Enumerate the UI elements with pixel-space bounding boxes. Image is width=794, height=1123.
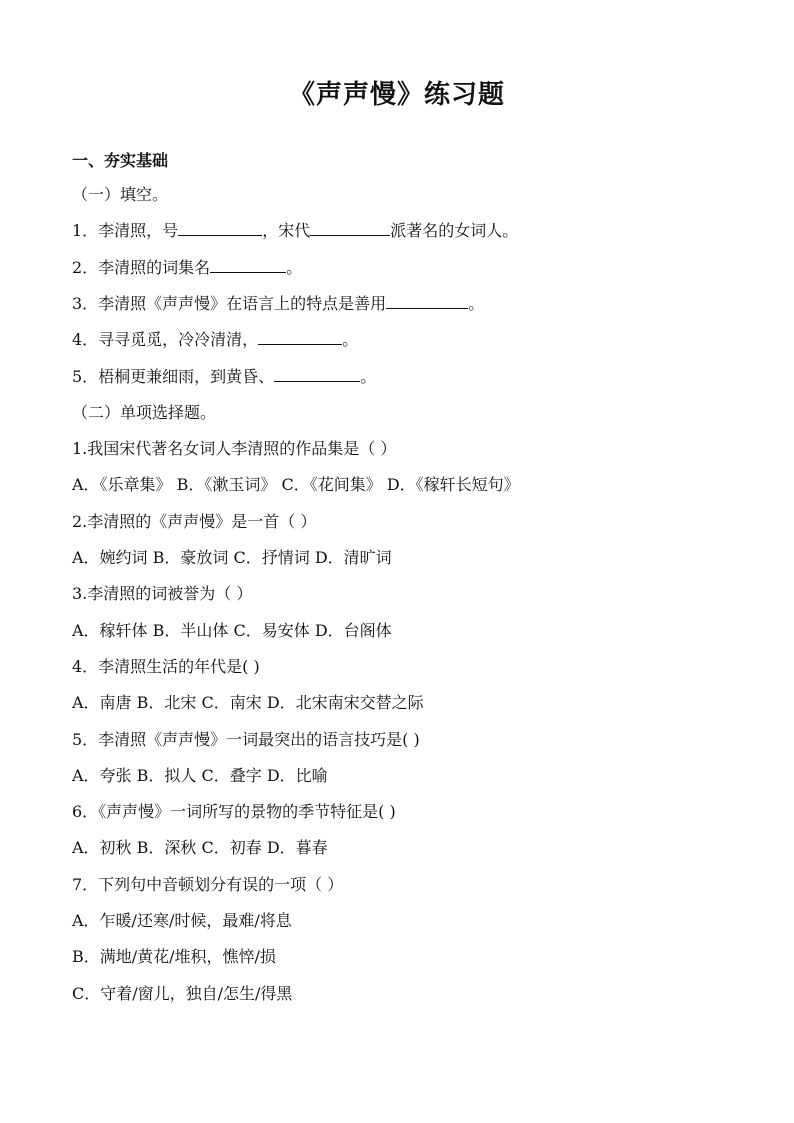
choice-options-2: A．婉约词 B．豪放词 C．抒情词 D．清旷词 (72, 548, 392, 567)
question-text: 2．李清照的词集名 (72, 258, 211, 277)
answer-blank (386, 294, 468, 309)
page-title: 《声声慢》练习题 (288, 80, 505, 110)
choice-question-1: 1.我国宋代著名女词人李清照的作品集是（ ） (72, 439, 397, 458)
question-text: 1．李清照，号 (72, 221, 179, 240)
choice-options-3: A．稼轩体 B．半山体 C．易安体 D．台阁体 (72, 621, 392, 640)
choice-question-7: 7．下列句中音顿划分有误的一项（ ） (72, 875, 344, 894)
choice-question-6: 6．《声声慢》一词所写的景物的季节特征是( ) (72, 802, 396, 821)
choice-question-4: 4．李清照生活的年代是( ) (72, 657, 260, 676)
choice-options-6: A．初秋 B．深秋 C．初春 D．暮春 (72, 838, 328, 857)
answer-blank (258, 330, 342, 345)
fill-question-1 (72, 221, 518, 241)
question-text: 3．李清照《声声慢》在语言上的特点是善用 (72, 294, 387, 313)
choice-option-7b: B．满地/黄花/堆积，憔悴/损 (72, 947, 276, 966)
fill-question-4 (72, 330, 358, 350)
answer-blank (178, 221, 262, 236)
fill-question-2 (72, 258, 302, 278)
choice-options-4: A．南唐 B．北宋 C．南宋 D．北宋南宋交替之际 (72, 693, 424, 712)
question-text: 4．寻寻觅觅，冷冷清清， (72, 330, 259, 349)
question-text: ，宋代 (262, 221, 311, 240)
choice-question-2: 2.李清照的《声声慢》是一首（ ） (72, 512, 317, 531)
question-text: 派著名的女词人。 (390, 221, 519, 240)
choice-option-7c: C．守着/窗儿，独自/怎生/得黑 (72, 984, 293, 1003)
fill-question-3 (72, 294, 484, 314)
question-text: 。 (286, 258, 303, 277)
question-text: 。 (360, 367, 377, 386)
choice-option-7a: A．乍暖/还寒/时候，最难/将息 (72, 911, 292, 930)
question-text: 。 (342, 330, 359, 349)
question-text: 5．梧桐更兼细雨，到黄昏、 (72, 367, 275, 386)
choice-heading: （二）单项选择题。 (72, 403, 217, 422)
question-text: 。 (468, 294, 485, 313)
answer-blank (274, 367, 360, 382)
choice-options-5: A．夸张 B．拟人 C．叠字 D．比喻 (72, 766, 328, 785)
section-heading: 一、夯实基础 (72, 151, 169, 170)
choice-options-1: A．《乐章集》 B．《漱玉词》 C．《花间集》 D．《稼轩长短句》 (72, 475, 520, 494)
answer-blank (310, 221, 390, 236)
answer-blank (210, 258, 286, 273)
fill-in-heading: （一）填空。 (72, 185, 169, 204)
fill-question-5 (72, 367, 376, 387)
choice-question-3: 3.李清照的词被誉为（ ） (72, 584, 253, 603)
choice-question-5: 5．李清照《声声慢》一词最突出的语言技巧是( ) (72, 730, 420, 749)
